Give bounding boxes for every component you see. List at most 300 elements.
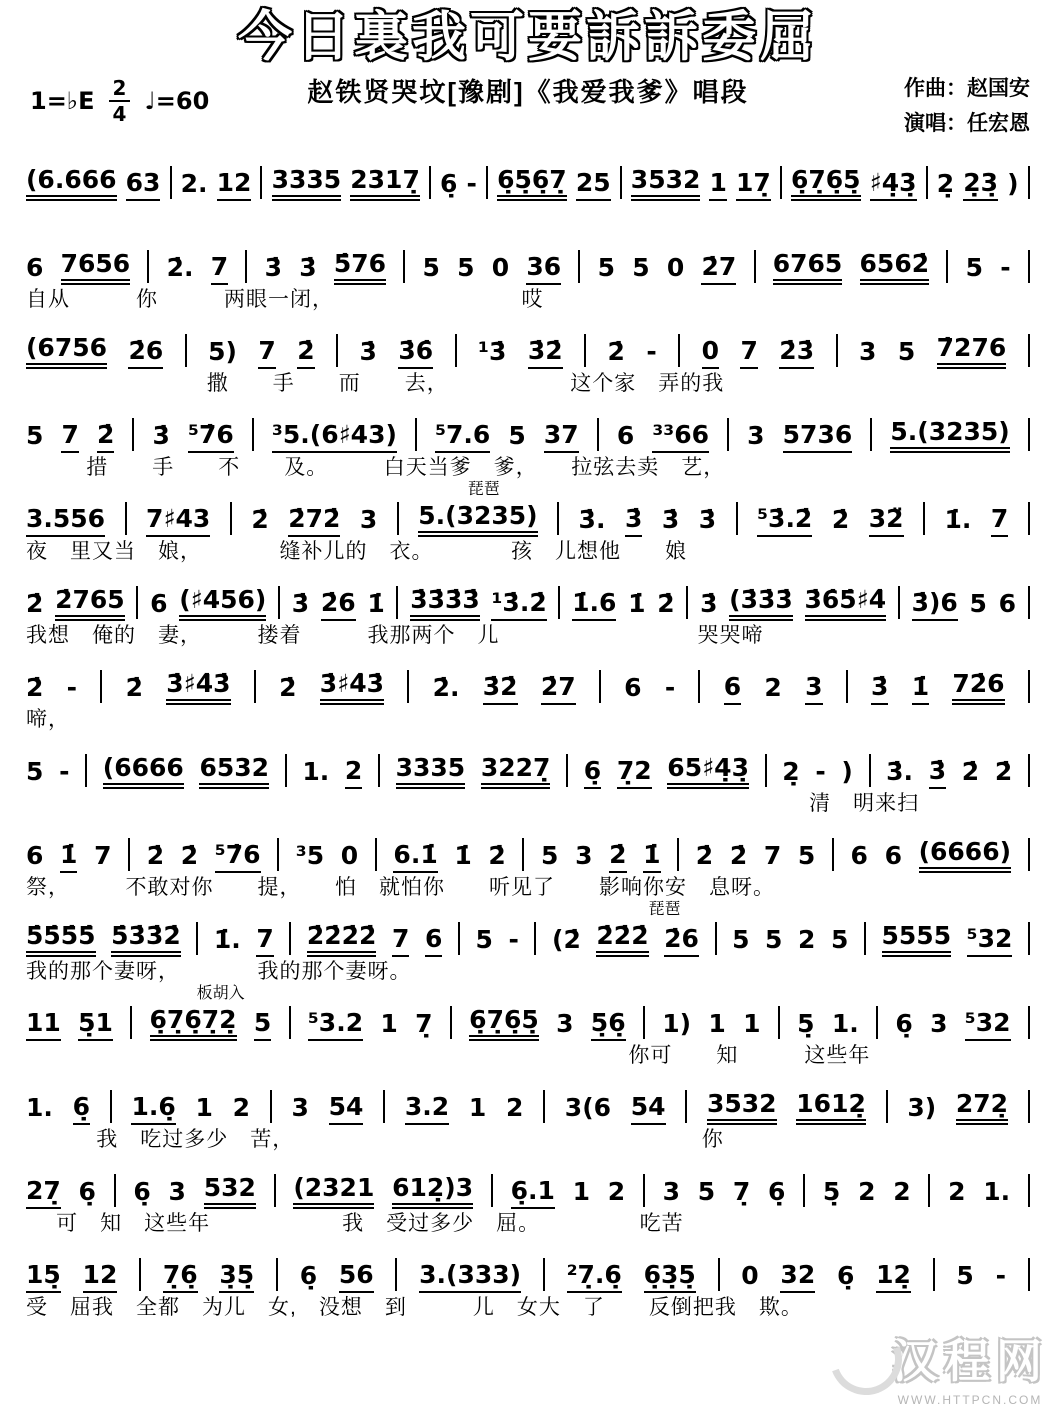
note-group: 2̇.	[166, 253, 194, 282]
barline	[1028, 250, 1030, 283]
note-group: 1̇	[643, 842, 660, 873]
barline	[252, 418, 254, 451]
barline	[933, 1258, 935, 1291]
barline	[832, 838, 834, 871]
barline	[278, 586, 280, 619]
note-group: 5	[956, 1261, 974, 1290]
note-group: 2̇	[125, 673, 143, 702]
note-group: 0	[702, 338, 719, 369]
note-group: ⁵32	[965, 1010, 1011, 1041]
note-group: 1	[195, 1093, 213, 1122]
barline	[125, 502, 127, 535]
key-tempo-block	[30, 78, 209, 124]
music-system	[26, 238, 1030, 314]
barline	[946, 250, 948, 283]
note-group: 1	[743, 1009, 761, 1038]
note-group: (♯456)	[179, 587, 266, 621]
note-group: -	[815, 757, 826, 786]
barline	[395, 1258, 397, 1291]
song-title: 今日裏我可要訴訴委屈	[238, 7, 818, 67]
barline	[336, 334, 338, 367]
note-group: 32̈	[869, 506, 904, 537]
barline	[698, 670, 700, 703]
note-group: 5	[422, 253, 440, 282]
barline	[132, 418, 134, 451]
barline	[136, 586, 138, 619]
note-group: 3̇	[152, 421, 170, 450]
note-group: 1612̣	[796, 1091, 866, 1125]
barline	[455, 334, 457, 367]
music-system	[26, 658, 1030, 734]
barline	[254, 670, 256, 703]
barline	[584, 334, 586, 367]
note-group: 6	[150, 589, 168, 618]
note-group: ²7̣.6̣	[567, 1262, 622, 1293]
notation-row	[26, 490, 1030, 537]
note-group: 2̇	[607, 337, 625, 366]
barline	[1028, 1174, 1030, 1207]
note-group: 37	[544, 422, 579, 453]
note-group: 2̇	[657, 589, 675, 618]
note-group: 7	[763, 841, 782, 870]
note-group: 2̇	[251, 505, 269, 534]
note-group: 0	[666, 253, 685, 282]
notation-row	[26, 154, 1030, 201]
music-system	[26, 322, 1030, 398]
note-group: 612̣)3	[392, 1175, 473, 1209]
music-system	[26, 481, 1030, 566]
note-group: 7	[61, 422, 78, 453]
note-group: 5̣	[822, 1177, 841, 1206]
lyrics-row: 夜 里又当 娘， 缝补儿的 衣。 孩 儿想他 娘	[26, 540, 687, 563]
barline	[128, 838, 130, 871]
note-group: 6765	[773, 251, 843, 285]
lyrics-row: 我想 俺的 妻， 搂着 我那两个 儿 哭哭啼	[26, 624, 764, 647]
barline	[85, 754, 87, 787]
barline	[1028, 334, 1030, 367]
note-group: 6	[616, 421, 635, 450]
note-group: 2̣	[782, 757, 800, 786]
notation-row	[26, 826, 1030, 873]
barline	[185, 334, 187, 367]
note-group: 2̇.	[432, 673, 460, 702]
note-group: 6̣7̣6̣5̣	[469, 1007, 539, 1041]
note-group: 1	[572, 1177, 591, 1206]
note-group: 3	[930, 1009, 948, 1038]
note-group: 2̇	[994, 757, 1013, 786]
note-group: 6	[998, 589, 1017, 618]
barline	[836, 334, 838, 367]
barline	[285, 754, 287, 787]
note-group: 6̣	[836, 1261, 855, 1290]
note-group: 2	[232, 1093, 251, 1122]
note-group: 2̇	[961, 757, 980, 786]
note-group: 3̇.	[886, 757, 914, 786]
notation-row	[26, 322, 1030, 369]
barline	[274, 1174, 276, 1207]
note-group: 54	[329, 1094, 364, 1125]
barline	[110, 1090, 112, 1123]
music-system	[26, 574, 1030, 650]
note-group: 5.(3235)	[418, 503, 537, 537]
singer-credit: 演唱：任宏恩	[904, 111, 1030, 135]
note-group: 1̇	[367, 589, 385, 618]
notation-row	[26, 910, 1030, 957]
note-group: 3	[575, 841, 593, 870]
note-group: 2̇	[609, 842, 626, 873]
note-group: -	[664, 673, 676, 702]
note-group: 6	[26, 253, 44, 282]
note-group: 7♯43	[146, 506, 210, 537]
lyrics-row: 啼，	[26, 708, 70, 731]
barline	[864, 922, 866, 955]
note-group: 2̇7	[701, 254, 736, 285]
note-group: 3̇♯4̇3̇	[320, 671, 384, 705]
barline	[923, 502, 925, 535]
note-group: 2̇	[729, 841, 748, 870]
note-group: 3̇	[291, 589, 310, 618]
note-group: 272̣	[956, 1091, 1008, 1125]
note-group: 5̣1	[78, 1010, 113, 1041]
note-group: 5	[830, 925, 849, 954]
note-group: 25	[576, 170, 611, 201]
note-group: 6̣	[768, 1177, 786, 1206]
barline	[114, 1174, 116, 1207]
note-group: ⁵32	[967, 926, 1013, 957]
note-group: ⁵7.6	[435, 422, 490, 453]
credits-block	[904, 72, 1030, 141]
lyrics-row: 自从 你 两眼一闭， 哎	[26, 288, 544, 311]
note-group: 3̣5̣	[219, 1262, 254, 1293]
barline	[486, 166, 488, 199]
watermark	[892, 1325, 1048, 1407]
note-group: ⁵7̇6	[188, 422, 234, 453]
barline	[677, 838, 679, 871]
note-group: 3335	[396, 755, 466, 789]
note-group: 3̇2̇	[528, 338, 563, 369]
lyrics-row: 受 屈我 全都 为儿 女, 没想 到 儿 女大 了 反倒把我 欺。	[26, 1296, 803, 1319]
note-group: 11	[26, 1010, 61, 1041]
note-group: (6.666	[26, 167, 117, 201]
note-group: 5̣6̣	[591, 1010, 626, 1041]
watermark-site-url: WWW.HTTPCN.COM	[897, 1393, 1043, 1407]
note-group: 3̇	[299, 253, 317, 282]
note-group: 3̇	[661, 505, 680, 534]
note-group: 2̣	[936, 169, 955, 198]
notation-row	[26, 742, 1030, 789]
note-group: 3	[168, 1177, 186, 1206]
note-group: )	[841, 757, 853, 786]
instrument-label: 琵琶	[648, 901, 681, 918]
barline	[599, 670, 601, 703]
note-group: 5.(3235)	[890, 419, 1009, 453]
note-group: 3	[556, 1009, 574, 1038]
note-group: 2̇	[297, 338, 314, 369]
note-group: 2	[858, 1177, 876, 1206]
barline	[1028, 418, 1030, 451]
music-system	[26, 901, 1030, 986]
barline	[765, 754, 767, 787]
barline	[685, 1090, 687, 1123]
barline	[378, 754, 380, 787]
note-group: 72̇6	[952, 671, 1004, 705]
note-group: 5	[457, 253, 475, 282]
note-group: 7	[211, 254, 228, 285]
note-group: 2̇6	[128, 338, 163, 369]
note-group: 3̇.	[578, 505, 606, 534]
lyrics-row: 你可 知 这些年	[628, 1044, 871, 1067]
barline	[396, 586, 398, 619]
note-group: 63	[126, 170, 161, 201]
note-group: 1̇.6	[572, 590, 616, 621]
barline	[403, 250, 405, 283]
barline	[928, 1174, 930, 1207]
note-group: ¹3̇.2̇	[491, 590, 546, 621]
note-group: 5736	[783, 422, 853, 453]
notation-row	[26, 994, 1030, 1041]
note-group: 5	[969, 589, 987, 618]
barline	[289, 1006, 291, 1039]
note-group: 1.	[983, 1177, 1011, 1206]
lyrics-row	[26, 201, 1030, 230]
lyrics-row: 清 明来扫	[809, 792, 920, 815]
barline	[754, 250, 756, 283]
note-group: -	[646, 337, 657, 366]
note-group: 2	[345, 758, 362, 789]
music-system	[26, 1078, 1030, 1154]
note-group: 1̇	[454, 841, 472, 870]
notation-row	[26, 1162, 1030, 1209]
barline	[876, 1006, 878, 1039]
music-system	[26, 154, 1030, 230]
note-group: 7̣2	[617, 758, 652, 789]
note-group: 15̣	[26, 1262, 61, 1293]
barline	[130, 1006, 132, 1039]
note-group: 1̇	[60, 842, 77, 873]
barline	[147, 250, 149, 283]
note-group: 6̣3̣5̣	[644, 1262, 696, 1293]
note-group: 1̇	[628, 589, 646, 618]
lyrics-row: 可 知 这些年 我 受过多少 屈。 吃苦	[56, 1212, 684, 1235]
note-group: 3̇3̇3̇3̇	[410, 587, 480, 621]
note-group: 2̇	[831, 505, 850, 534]
barline	[383, 1090, 385, 1123]
note-group: 3.556	[26, 506, 105, 537]
note-group: 0	[491, 253, 510, 282]
barline	[534, 922, 536, 955]
note-group: 2̇	[26, 673, 44, 702]
notation-row	[26, 1246, 1030, 1293]
note-group: 7	[258, 338, 275, 369]
note-group: (6666)	[919, 839, 1011, 873]
notation-row	[26, 1078, 1030, 1125]
note-group: 5	[897, 337, 916, 366]
barline	[597, 418, 599, 451]
note-group: ⁵3̇.2̇	[757, 506, 812, 537]
barline	[736, 502, 738, 535]
note-group: (3̇3̇3̇	[729, 587, 793, 621]
barline	[620, 166, 622, 199]
note-group: 3̇	[264, 253, 283, 282]
note-group: 6.1̇	[393, 842, 437, 873]
note-group: 2̇	[279, 673, 297, 702]
music-system	[26, 1246, 1030, 1322]
note-group: 2	[764, 673, 782, 702]
instrument-label: 琵琶	[467, 481, 500, 498]
note-group: ³5	[295, 841, 325, 870]
barline	[1028, 1258, 1030, 1291]
note-group: 6̣	[895, 1009, 913, 1038]
barline	[270, 1090, 272, 1123]
note-group: 6	[624, 673, 642, 702]
note-group: 3̇♯4̇3̇	[166, 671, 230, 705]
barline	[557, 502, 559, 535]
note-group: 1.	[302, 757, 330, 786]
note-group: 6	[724, 674, 741, 705]
note-group: 3335	[272, 167, 342, 201]
barline	[1028, 670, 1030, 703]
note-group: -	[59, 757, 70, 786]
barline	[522, 838, 524, 871]
barline	[277, 838, 279, 871]
note-group: (6756	[26, 335, 107, 369]
music-system	[26, 742, 1030, 818]
note-group: 12̣	[876, 1262, 911, 1293]
time-signature	[109, 78, 131, 124]
barline	[846, 670, 848, 703]
barline	[643, 1006, 645, 1039]
barline	[727, 418, 729, 451]
barline	[803, 1174, 805, 1207]
note-group: 1	[708, 1009, 726, 1038]
note-group: 36	[526, 254, 561, 285]
note-group: 1̇.	[944, 505, 972, 534]
barline	[276, 1258, 278, 1291]
note-group: 1̇.	[213, 925, 241, 954]
note-group: (2321	[293, 1175, 374, 1209]
barline	[245, 250, 247, 283]
barline	[1028, 502, 1030, 535]
note-group: 2̇2̇2̇	[596, 923, 648, 957]
lyrics-row: 我的那个妻呀， 我的那个妻呀。	[26, 960, 412, 983]
barline	[1028, 586, 1030, 619]
note-group: 3̇	[871, 674, 888, 705]
note-group: -	[466, 169, 477, 198]
note-group: 2̇72̇	[288, 506, 340, 537]
note-group: 3	[747, 421, 765, 450]
note-group: 7656	[61, 251, 131, 285]
note-group: 3.2	[405, 1094, 449, 1125]
barline	[566, 754, 568, 787]
note-group: 7̣	[732, 1177, 751, 1206]
music-system	[26, 1162, 1030, 1238]
barline	[260, 166, 262, 199]
barline	[715, 922, 717, 955]
barline	[1028, 922, 1030, 955]
note-group: 3̇	[359, 337, 377, 366]
note-group: ³5.(6♯43)	[272, 422, 397, 453]
note-group: 6	[425, 926, 442, 957]
music-systems	[0, 146, 1056, 1322]
instrument-label: 板胡入	[196, 985, 245, 1002]
note-group: 3)	[907, 1093, 937, 1122]
note-group: )	[1007, 169, 1019, 198]
note-group: 1.	[831, 1009, 859, 1038]
note-group: 2̇6	[664, 926, 699, 957]
note-group: 6̣.1	[511, 1178, 555, 1209]
barline	[397, 502, 399, 535]
music-system	[26, 826, 1030, 902]
note-group: 5	[26, 757, 44, 786]
barline	[1028, 838, 1030, 871]
note-group: 2317̣	[350, 167, 420, 201]
key-signature: 1=♭E	[30, 87, 95, 115]
note-group: 5	[697, 1177, 716, 1206]
lyrics-row: 措 手 不 及。 白天当爹 爹， 拉弦去卖 艺，	[86, 456, 726, 479]
note-group: 65♯4̣3̣	[667, 755, 749, 789]
barline	[718, 1258, 720, 1291]
barline	[578, 250, 580, 283]
time-signature-denominator: 4	[112, 102, 127, 126]
note-group: 2̇2̇2̇2̇	[307, 923, 377, 957]
note-group: 3̇	[625, 506, 642, 537]
note-group: 3(6	[564, 1093, 612, 1122]
barline	[415, 418, 417, 451]
note-group: 54	[631, 1094, 666, 1125]
note-group: 5	[965, 253, 983, 282]
note-group: 5	[254, 1010, 271, 1041]
notation-row	[26, 658, 1030, 705]
barline	[1028, 1006, 1030, 1039]
note-group: 5	[508, 421, 526, 450]
lyrics-row: 撒 手 而 去， 这个家 弄的我	[206, 372, 725, 395]
note-group: 5	[632, 253, 650, 282]
barline	[780, 166, 782, 199]
note-group: 1	[468, 1093, 487, 1122]
barline	[491, 1174, 493, 1207]
note-group: 17̣	[736, 170, 771, 201]
barline	[407, 670, 409, 703]
note-group: 2̇	[488, 841, 506, 870]
song-subtitle: 赵铁贤哭坟[豫剧]《我爱我爹》唱段	[307, 77, 749, 108]
note-group: 5̇76	[334, 251, 386, 285]
composer-credit: 作曲：赵国安	[904, 77, 1030, 100]
note-group: 3532	[707, 1091, 777, 1125]
note-group: 6	[884, 841, 902, 870]
note-group: 6̣7̣6̣7̣2̣	[150, 1007, 237, 1041]
barline	[898, 586, 900, 619]
note-group: 5̇5̇5̇5̇	[26, 923, 96, 957]
note-group: 7̣6̣	[163, 1262, 198, 1293]
barline	[558, 586, 560, 619]
watermark-site-name: 汉程网	[892, 1335, 1048, 1387]
note-group: 6	[26, 841, 44, 870]
note-group: ♯4̣3̣	[870, 170, 917, 201]
note-group: 5	[797, 841, 816, 870]
note-group: 2̇	[97, 422, 114, 453]
note-group: 6̣	[440, 169, 458, 198]
note-group: 3̇	[700, 589, 718, 618]
note-group: 2̣3̣	[963, 170, 998, 201]
note-group: 6̣	[73, 1094, 90, 1125]
note-group: 3̇	[929, 758, 946, 789]
barline	[686, 586, 688, 619]
note-group: 1	[709, 170, 726, 201]
note-group: 2̇7	[541, 674, 576, 705]
note-group: 1.6̣	[131, 1094, 175, 1125]
barline	[1028, 754, 1030, 787]
note-group: 3	[805, 674, 822, 705]
